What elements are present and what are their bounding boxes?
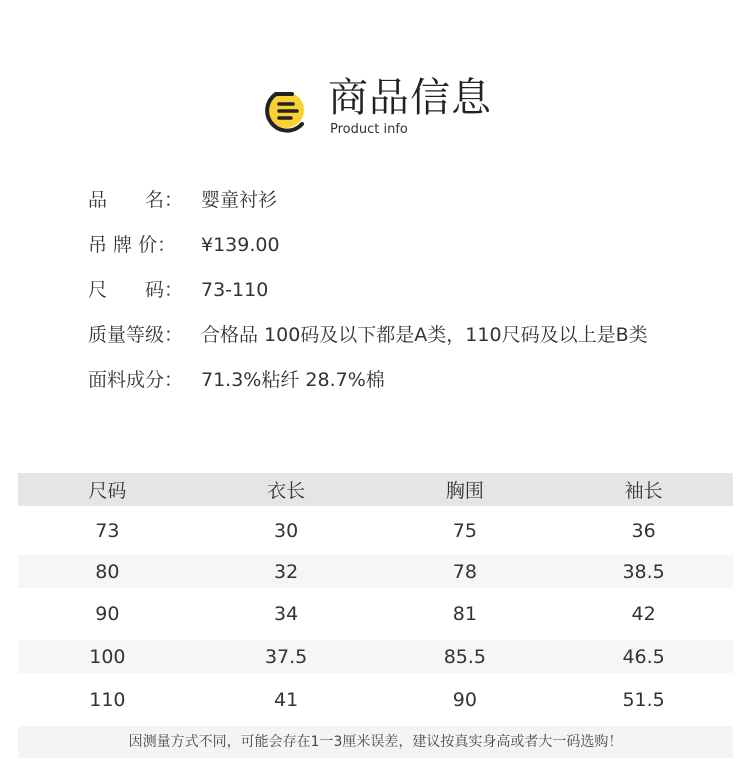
table-cell: 46.5	[622, 645, 665, 668]
table-header-row	[18, 473, 733, 506]
table-cell: 37.5	[264, 645, 308, 668]
table-cell: 90	[95, 603, 120, 625]
table-cell: 42	[631, 603, 656, 625]
table-cell: 41	[274, 689, 299, 711]
table-row	[18, 588, 733, 640]
table-cell: 32	[274, 560, 299, 583]
size-table	[18, 473, 733, 727]
table-cell: 36	[631, 519, 656, 542]
table-cell: 30	[274, 519, 299, 542]
column-header: 衣长	[267, 480, 306, 502]
table-cell: 51.5	[622, 689, 665, 711]
product-info-header	[262, 74, 522, 144]
attr-value: 合格品 100码及以下都是A类，110尺码及以上是B类	[201, 324, 648, 346]
attr-value: 婴童衬衫	[201, 189, 278, 211]
table-cell: 110	[89, 689, 126, 711]
table-cell: 90	[452, 689, 477, 711]
attr-row-grade	[88, 321, 688, 350]
attr-label: 质量等级：	[88, 324, 184, 346]
table-cell: 34	[274, 603, 299, 625]
table-cell: 75	[452, 519, 477, 542]
table-cell: 73	[95, 519, 120, 542]
attr-value: 71.3%粘纤 28.7%棉	[201, 369, 385, 391]
table-cell: 81	[452, 603, 477, 625]
column-header: 胸围	[445, 480, 484, 502]
table-row	[18, 673, 733, 727]
document-lines-icon	[262, 84, 316, 134]
attr-row-price	[88, 231, 688, 260]
attr-label: 吊 牌 价：	[88, 234, 177, 256]
attr-label: 品 名：	[88, 189, 184, 211]
page-title: 商品信息	[328, 75, 492, 121]
table-cell: 100	[89, 645, 126, 668]
column-header: 尺码	[88, 480, 127, 502]
attr-label: 面料成分：	[88, 369, 184, 391]
attr-label: 尺 码：	[88, 279, 184, 301]
column-header: 袖长	[624, 480, 663, 502]
measurement-note: 因测量方式不同，可能会存在1一3厘米误差，建议按真实身高或者大一码选购！	[18, 726, 733, 758]
table-cell: 78	[452, 560, 477, 583]
table-cell: 85.5	[443, 645, 487, 668]
attr-row-size	[88, 276, 688, 305]
attr-value: ¥139.00	[201, 234, 280, 256]
table-cell: 38.5	[622, 560, 665, 583]
table-row	[18, 555, 733, 588]
attr-row-name	[88, 186, 688, 215]
table-row	[18, 506, 733, 555]
attr-value: 73-110	[201, 279, 269, 301]
page-subtitle: Product info	[330, 122, 408, 137]
table-row	[18, 640, 733, 673]
table-cell: 80	[95, 560, 120, 583]
product-attributes	[88, 186, 688, 395]
attr-row-material	[88, 366, 688, 395]
